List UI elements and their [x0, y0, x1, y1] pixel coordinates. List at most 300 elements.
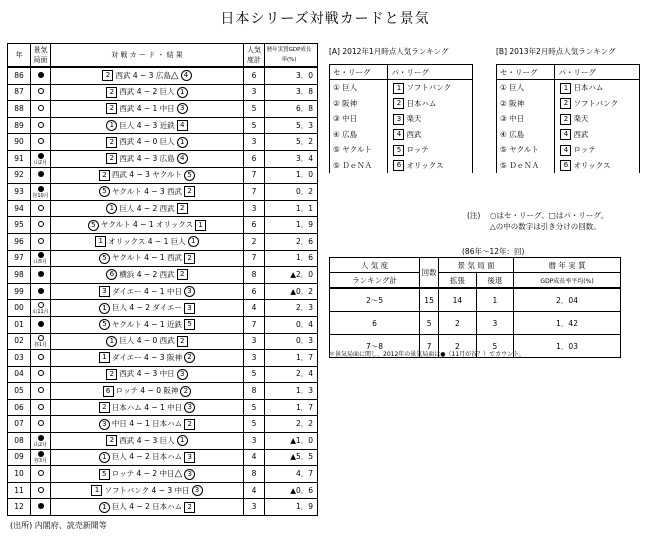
- table-row: [8, 433, 318, 450]
- gdp-summary-table: [329, 257, 621, 358]
- loser-rank-badge: 2: [184, 419, 195, 430]
- contraction-mark: [38, 435, 44, 441]
- gdp-cell: 5．2: [265, 134, 318, 151]
- phase-cell: [31, 67, 51, 84]
- card-cell: [51, 267, 244, 284]
- winner-rank-badge: 5: [99, 253, 110, 264]
- year-cell: 01: [8, 316, 31, 333]
- footnote: ＊景気局面に関し、2012年の景気局面は●（11月が谷？）でカウント。: [329, 351, 525, 358]
- pacific-team-cell: [388, 158, 473, 174]
- rank-row: [330, 96, 473, 112]
- year-cell: 98: [8, 267, 31, 284]
- loser-rank-badge: 2: [184, 186, 195, 197]
- table-row: [8, 134, 318, 151]
- card-header: 対 戦 カ ー ド ・ 結 果: [51, 44, 244, 68]
- loser-rank-badge: 4: [177, 153, 188, 164]
- table-row: [8, 366, 318, 383]
- card-result-text: 日本ハム 4 − 1 中日: [111, 402, 183, 412]
- rank-row: [497, 158, 640, 174]
- gdp-cell: 0．4: [265, 316, 318, 333]
- rank-total-cell: 5: [244, 117, 265, 134]
- expansion-mark: [38, 122, 44, 128]
- pacific-rank-badge: 2: [393, 98, 404, 109]
- expansion-mark: [38, 302, 44, 308]
- year-cell: 88: [8, 101, 31, 118]
- gdp-cell: 2．3: [265, 300, 318, 317]
- expansion-mark: [38, 238, 44, 244]
- rank-total-cell: 6: [244, 283, 265, 300]
- year-cell: 04: [8, 366, 31, 383]
- contraction-mark: [38, 271, 44, 277]
- gdp-cell: 1．7: [265, 399, 318, 416]
- year-cell: 06: [8, 399, 31, 416]
- card-cell: [51, 449, 244, 466]
- gdp-col-header: 暦 年 実 質: [514, 258, 621, 273]
- pacific-team-name: ソフトバンク: [573, 98, 619, 108]
- phase-cell: [31, 482, 51, 499]
- expansion-mark: [38, 487, 44, 493]
- card-cell: [51, 233, 244, 250]
- draw-count-mark: △: [174, 468, 183, 480]
- card-result-text: 西武 4 − 3 広島: [119, 153, 175, 163]
- expansion-mark: [38, 370, 44, 376]
- table-row: [8, 250, 318, 267]
- year-cell: 86: [8, 67, 31, 84]
- pacific-team-name: オリックス: [573, 160, 611, 170]
- card-cell: [51, 433, 244, 450]
- draw-count-mark: △: [170, 69, 179, 81]
- card-result-text: 西武 4 − 3 中日: [119, 369, 175, 379]
- card-cell: [51, 101, 244, 118]
- pacific-team-name: ロッテ: [406, 145, 429, 154]
- phase-cell: [31, 150, 51, 167]
- card-cell: [51, 333, 244, 350]
- rank-total-cell: 5: [244, 416, 265, 433]
- loser-rank-badge: 2: [184, 253, 195, 264]
- card-result-text: オリックス 4 − 1 巨人: [108, 236, 186, 246]
- phase-cell: [31, 399, 51, 416]
- expand-cell: 2: [439, 312, 477, 335]
- table-row: [8, 117, 318, 134]
- expand-cell: 2: [439, 335, 477, 358]
- gdp-cell: 1．3: [265, 383, 318, 400]
- pacific-rank-badge: 6: [560, 160, 571, 171]
- card-cell: [51, 200, 244, 217]
- expansion-mark: [38, 138, 44, 144]
- card-cell: [51, 416, 244, 433]
- rank-total-cell: 4: [244, 449, 265, 466]
- pacific-rank-badge: 6: [393, 160, 404, 171]
- card-result-text: ダイエー 4 − 3 阪神: [112, 352, 182, 362]
- phase-cell: [31, 200, 51, 217]
- rank-range-cell: 6: [330, 312, 420, 335]
- gdp-cell: 1．9: [265, 499, 318, 516]
- year-cell: 09: [8, 449, 31, 466]
- pacific-team-name: 日本ハム: [573, 83, 604, 92]
- rank-total-cell: 3: [244, 333, 265, 350]
- pacific-rank-badge: 2: [560, 114, 571, 125]
- card-cell: [51, 399, 244, 416]
- rank-total-cell: 3: [244, 134, 265, 151]
- card-cell: [51, 482, 244, 499]
- table-row: [8, 150, 318, 167]
- gdp-cell: ▲0．6: [265, 482, 318, 499]
- loser-rank-badge: 3: [192, 485, 203, 496]
- table-row: [8, 167, 318, 184]
- table-row: [8, 300, 318, 317]
- pacific-team-cell: [388, 80, 473, 96]
- year-header: 年: [8, 44, 31, 68]
- year-cell: 10: [8, 466, 31, 483]
- central-team-cell: ② 阪神: [330, 96, 388, 112]
- gdp-cell: 1．7: [265, 350, 318, 367]
- gdp-col-header2: GDP成長率平均(%): [514, 273, 621, 289]
- year-cell: 07: [8, 416, 31, 433]
- rank-total-cell: 3: [244, 84, 265, 101]
- loser-rank-badge: 4: [181, 70, 192, 81]
- contraction-mark: [38, 171, 44, 177]
- table-row: [8, 200, 318, 217]
- loser-rank-badge: 1: [177, 137, 188, 148]
- card-cell: [51, 184, 244, 201]
- card-cell: [51, 67, 244, 84]
- gdp-cell: ▲2．0: [265, 267, 318, 284]
- card-result-text: 巨人 4 − 2 日本ハム: [111, 452, 183, 462]
- expansion-mark: [38, 420, 44, 426]
- phase-cell: [31, 84, 51, 101]
- expansion-mark: [38, 205, 44, 211]
- contract-cell: 5: [476, 335, 514, 358]
- year-cell: 95: [8, 217, 31, 234]
- year-cell: 91: [8, 150, 31, 167]
- pacific-rank-badge: 3: [393, 114, 404, 125]
- gdp-table-unit: (86年〜12年：回): [462, 247, 525, 256]
- pacific-team-cell: [555, 127, 640, 143]
- expand-col-header: 拡張: [439, 273, 477, 289]
- table-row: [8, 499, 318, 516]
- phase-cell: [31, 433, 51, 450]
- central-team-cell: ⑤ ＤｅＮＡ: [497, 158, 555, 174]
- gdp-cell: 1．9: [265, 217, 318, 234]
- count-cell: 15: [420, 288, 439, 312]
- rank-total-cell: 6: [244, 67, 265, 84]
- winner-rank-badge: 1: [106, 336, 117, 347]
- central-team-cell: ⑤ ヤクルト: [497, 142, 555, 158]
- card-cell: [51, 350, 244, 367]
- pacific-team-name: 楽天: [573, 114, 589, 123]
- pacific-team-cell: [388, 142, 473, 158]
- gdp-header: 暦年実質GDP成長率(%): [265, 44, 318, 68]
- year-cell: 94: [8, 200, 31, 217]
- card-result-text: 巨人 4 − 2 ダイエー: [112, 303, 182, 313]
- page-title: 日本シリーズ対戦カードと景気: [220, 11, 430, 27]
- phase-cell: [31, 117, 51, 134]
- gdp-cell: 4．7: [265, 466, 318, 483]
- phase-cell: [31, 466, 51, 483]
- phase-cell: [31, 316, 51, 333]
- year-cell: 99: [8, 283, 31, 300]
- loser-rank-badge: 2: [184, 352, 195, 363]
- card-result-text: 巨人 4 − 2 西武: [119, 203, 175, 213]
- rank-a-col-p: パ・リーグ: [388, 65, 473, 80]
- pacific-rank-badge: 5: [393, 145, 404, 156]
- rank-total-cell: 6: [244, 150, 265, 167]
- contraction-mark: [38, 153, 44, 159]
- loser-rank-badge: 3: [184, 303, 195, 314]
- gdp-cell: 6．8: [265, 101, 318, 118]
- rank-total-cell: 4: [244, 482, 265, 499]
- pacific-team-cell: [388, 96, 473, 112]
- card-cell: [51, 366, 244, 383]
- pacific-rank-badge: 1: [560, 83, 571, 94]
- rank-a-col-c: セ・リーグ: [330, 65, 388, 80]
- rank-row: [497, 80, 640, 96]
- rank-total-cell: 3: [244, 433, 265, 450]
- central-team-cell: ③ 中日: [497, 111, 555, 127]
- rank-total-cell: 6: [244, 217, 265, 234]
- rank-row: [330, 111, 473, 127]
- pacific-team-cell: [555, 158, 640, 174]
- expansion-mark: [38, 88, 44, 94]
- card-cell: [51, 217, 244, 234]
- winner-rank-badge: 5: [88, 220, 99, 231]
- rank-row: [497, 96, 640, 112]
- card-cell: [51, 84, 244, 101]
- table-row: [8, 333, 318, 350]
- winner-rank-badge: 3: [99, 286, 110, 297]
- source-note: (出所) 内閣府、読売新聞等: [10, 521, 107, 530]
- loser-rank-badge: 2: [177, 336, 188, 347]
- rank-b-col-c: セ・リーグ: [497, 65, 555, 80]
- rank-total-cell: 3: [244, 499, 265, 516]
- card-result-text: 巨人 4 − 3 近鉄: [119, 120, 175, 130]
- card-cell: [51, 383, 244, 400]
- rank-a-title: [A] 2012年1月時点人気ランキング: [329, 47, 449, 56]
- year-cell: 89: [8, 117, 31, 134]
- loser-rank-badge: 3: [184, 286, 195, 297]
- loser-rank-badge: 3: [184, 452, 195, 463]
- rank-row: [497, 127, 640, 143]
- winner-rank-badge: 5: [99, 469, 110, 480]
- count-cell: 7: [420, 335, 439, 358]
- table-row: [8, 383, 318, 400]
- year-cell: 02: [8, 333, 31, 350]
- count-col-header: 回数: [420, 258, 439, 289]
- loser-rank-badge: 1: [188, 236, 199, 247]
- rank-range-cell: 2〜5: [330, 288, 420, 312]
- rank-total-cell: 4: [244, 300, 265, 317]
- winner-rank-badge: 1: [95, 236, 106, 247]
- loser-rank-badge: 1: [195, 220, 206, 231]
- note-line1: ○はセ・リーグ、□はパ・リーグ。: [490, 211, 609, 220]
- loser-rank-badge: 4: [177, 120, 188, 131]
- rank-total-cell: 7: [244, 250, 265, 267]
- turning-point-label: 谷1月: [33, 342, 48, 349]
- rank-total-cell: 2: [244, 233, 265, 250]
- contraction-mark: [38, 252, 44, 258]
- central-team-cell: ③ 中日: [330, 111, 388, 127]
- pacific-team-name: ソフトバンク: [406, 83, 452, 92]
- card-result-text: 西武 4 − 0 巨人: [119, 137, 175, 147]
- phase-col-header: 景 気 局 面: [439, 258, 514, 273]
- rank-row: [497, 142, 640, 158]
- pacific-team-name: 西武: [573, 129, 589, 139]
- card-result-text: ヤクルト 4 − 1 近鉄: [111, 319, 183, 329]
- year-cell: 11: [8, 482, 31, 499]
- card-result-text: 西武 4 − 2 巨人: [119, 87, 175, 97]
- card-result-text: 横浜 4 − 2 西武: [119, 269, 175, 279]
- phase-cell: [31, 300, 51, 317]
- loser-rank-badge: 2: [177, 203, 188, 214]
- gdp-cell: 1．0: [265, 167, 318, 184]
- card-result-text: 西武 4 − 1 中日: [119, 103, 175, 113]
- gdp-cell: 3．0: [265, 67, 318, 84]
- card-result-text: ヤクルト 4 − 3 西武: [111, 186, 183, 196]
- gdp-cell: 2．4: [265, 366, 318, 383]
- rank-range-cell: 7〜8: [330, 335, 420, 358]
- phase-cell: [31, 449, 51, 466]
- phase-cell: [31, 416, 51, 433]
- winner-rank-badge: 2: [106, 103, 117, 114]
- table-row: [8, 416, 318, 433]
- expansion-mark: [38, 105, 44, 111]
- year-cell: 12: [8, 499, 31, 516]
- winner-rank-badge: 2: [106, 87, 117, 98]
- turning-point-label: 山11月: [32, 309, 49, 316]
- phase-cell: [31, 233, 51, 250]
- series-table: [7, 43, 318, 516]
- table-row: [8, 84, 318, 101]
- gdp-cell: 3．8: [265, 84, 318, 101]
- central-team-cell: ① 巨人: [330, 80, 388, 96]
- year-cell: 03: [8, 350, 31, 367]
- winner-rank-badge: 6: [103, 386, 114, 397]
- phase-cell: [31, 167, 51, 184]
- card-result-text: ソフトバンク 4 − 3 中日: [104, 485, 190, 495]
- year-cell: 05: [8, 383, 31, 400]
- summary-row: [330, 288, 621, 312]
- loser-rank-badge: 3: [184, 402, 195, 413]
- pacific-team-name: 日本ハム: [406, 98, 437, 108]
- year-cell: 96: [8, 233, 31, 250]
- table-row: [8, 399, 318, 416]
- loser-rank-badge: 3: [177, 369, 188, 380]
- central-team-cell: ② 阪神: [497, 96, 555, 112]
- winner-rank-badge: 2: [99, 170, 110, 181]
- table-row: [8, 217, 318, 234]
- pacific-team-name: 西武: [406, 129, 422, 139]
- note-label: (注): [467, 211, 481, 220]
- card-cell: [51, 316, 244, 333]
- turning-point-label: 谷3月: [33, 458, 48, 465]
- turning-point-label: 山2月: [33, 441, 48, 448]
- loser-rank-badge: 5: [184, 170, 195, 181]
- gdp-cell: 2．6: [265, 233, 318, 250]
- pacific-team-name: オリックス: [406, 160, 444, 170]
- loser-rank-badge: 2: [180, 386, 191, 397]
- rank-row: [330, 80, 473, 96]
- winner-rank-badge: 2: [99, 402, 110, 413]
- winner-rank-badge: 6: [106, 269, 117, 280]
- rank-row: [497, 111, 640, 127]
- winner-rank-badge: 2: [106, 153, 117, 164]
- pacific-rank-badge: 4: [560, 129, 571, 140]
- winner-rank-badge: 2: [106, 435, 117, 446]
- table-row: [8, 482, 318, 499]
- gdp-cell: 0．3: [265, 333, 318, 350]
- expansion-mark: [38, 335, 44, 341]
- card-cell: [51, 300, 244, 317]
- rank-row: [330, 158, 473, 174]
- contract-cell: 3: [476, 312, 514, 335]
- rank-total-cell: 3: [244, 200, 265, 217]
- loser-rank-badge: 2: [177, 269, 188, 280]
- expand-cell: 14: [439, 288, 477, 312]
- rank-total-cell: 7: [244, 316, 265, 333]
- expansion-mark: [38, 387, 44, 393]
- year-cell: 92: [8, 167, 31, 184]
- note-line2: △の中の数字は引き分けの回数。: [490, 222, 601, 231]
- winner-rank-badge: 2: [106, 137, 117, 148]
- table-row: [8, 316, 318, 333]
- rank-total-cell: 7: [244, 184, 265, 201]
- rank-total-cell: 5: [244, 366, 265, 383]
- turning-point-label: 谷10月: [32, 192, 49, 199]
- pacific-team-name: ロッテ: [573, 145, 596, 154]
- pacific-team-cell: [555, 142, 640, 158]
- card-cell: [51, 466, 244, 483]
- winner-rank-badge: 2: [106, 369, 117, 380]
- phase-header: 景気局面: [31, 44, 51, 68]
- rank-total-cell: 7: [244, 167, 265, 184]
- rank-a-table: [329, 64, 473, 173]
- pacific-team-name: 楽天: [406, 114, 422, 123]
- loser-rank-badge: 1: [177, 87, 188, 98]
- card-result-text: 西武 4 − 3 広島: [115, 70, 171, 80]
- year-cell: 90: [8, 134, 31, 151]
- year-cell: 87: [8, 84, 31, 101]
- phase-cell: [31, 217, 51, 234]
- winner-rank-badge: 1: [91, 485, 102, 496]
- gdp-cell: 2．2: [265, 416, 318, 433]
- table-row: [8, 350, 318, 367]
- avg-gdp-cell: 1．42: [514, 312, 621, 335]
- count-cell: 5: [420, 312, 439, 335]
- contract-col-header: 後退: [476, 273, 514, 289]
- card-cell: [51, 150, 244, 167]
- phase-cell: [31, 250, 51, 267]
- winner-rank-badge: 5: [99, 319, 110, 330]
- card-cell: [51, 250, 244, 267]
- winner-rank-badge: 5: [99, 186, 110, 197]
- rank-total-cell: 8: [244, 383, 265, 400]
- rank-col-header2: ランキング計: [330, 273, 420, 289]
- phase-cell: [31, 267, 51, 284]
- rank-b-title: [B] 2013年2月時点人気ランキング: [496, 47, 616, 56]
- contraction-mark: [38, 186, 44, 192]
- rank-total-cell: 5: [244, 399, 265, 416]
- card-result-text: 西武 4 − 3 巨人: [119, 435, 175, 445]
- card-result-text: 西武 4 − 3 ヤクルト: [111, 170, 183, 180]
- pacific-team-cell: [555, 96, 640, 112]
- winner-rank-badge: 3: [99, 419, 110, 430]
- pacific-rank-badge: 1: [393, 83, 404, 94]
- turning-point-label: 山2月: [33, 159, 48, 166]
- avg-gdp-cell: 1．03: [514, 335, 621, 358]
- gdp-cell: 0．2: [265, 184, 318, 201]
- year-cell: 08: [8, 433, 31, 450]
- year-cell: 00: [8, 300, 31, 317]
